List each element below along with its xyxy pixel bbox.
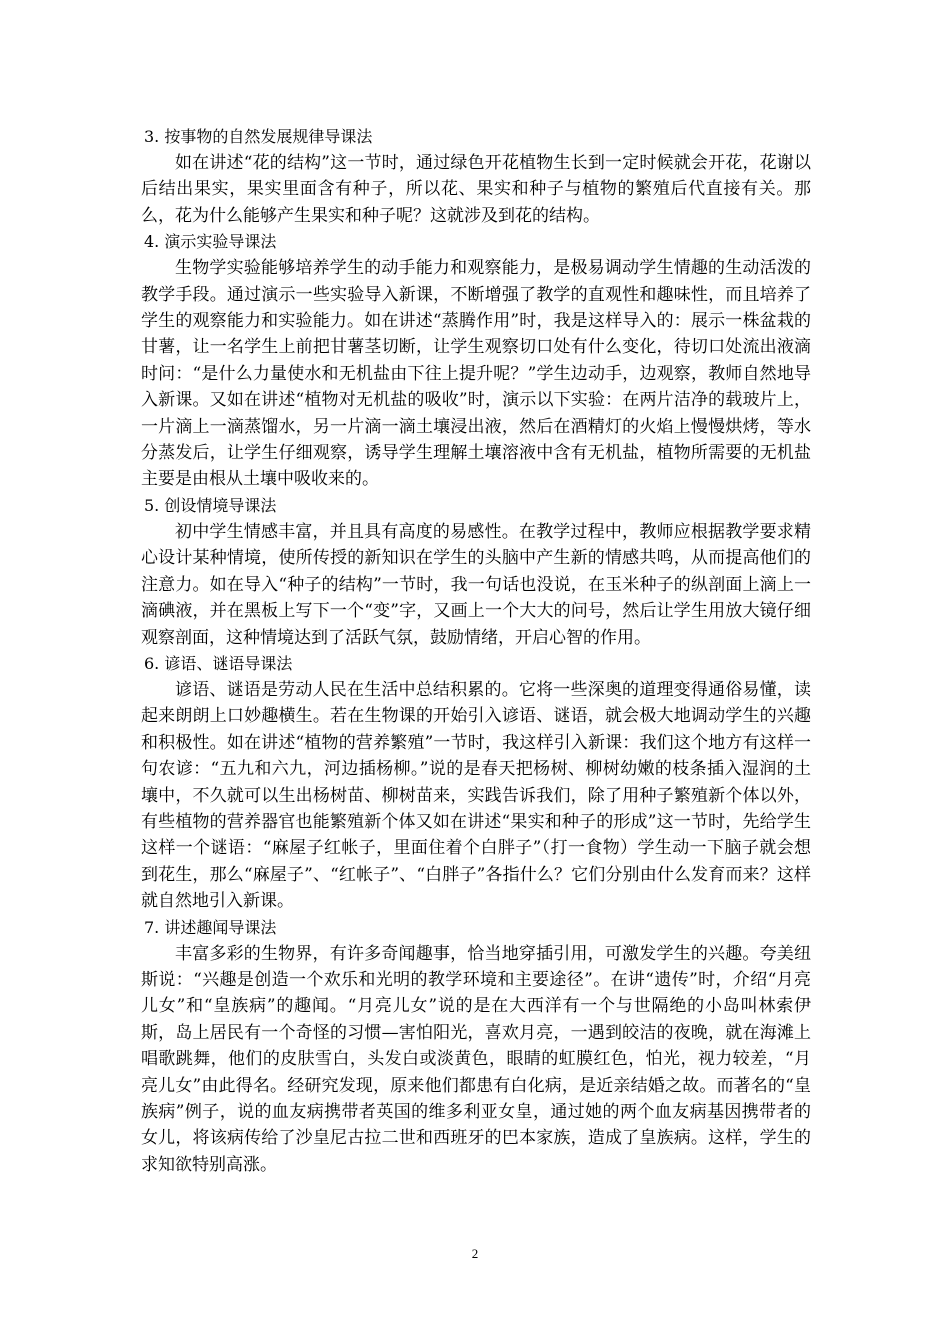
section-heading: 3. 按事物的自然发展规律导课法 [144, 127, 373, 146]
section-6 [141, 651, 811, 915]
section-paragraph: 谚语、谜语是劳动人民在生活中总结积累的。它将一些深奥的道理变得通俗易懂，读起来朗朗上口妙趣横生。若在生物课的开始引入谚语、谜语，就会极大地调动学生的兴趣和积极性。如在讲述“植物的营养繁殖”一节时，我这样引入新课：我们这个地方有这样一句农谚：“五九和六九，河边插杨柳。”说的是春天把杨树、柳树幼嫩的枝条插入湿润的土壤中，不久就可以生出杨树苗、柳树苗来，实践告诉我们，除了用种子繁殖新个体以外，有些植物的营养器官也能繁殖新个体又如在讲述“果实和种子的形成”这一节时，先给学生这样一个谜语：“麻屋子红帐子，里面住着个白胖子”（打一食物）学生动一下脑子就会想到花生，那么“麻屋子”、“红帐子”、“白胖子”各指什么？它们分别由什么发育而来？这样就自然地引入新课。 [141, 679, 811, 912]
section-5 [141, 493, 811, 651]
section-3 [141, 124, 811, 229]
section-paragraph: 如在讲述“花的结构”这一节时，通过绿色开花植物生长到一定时候就会开花，花谢以后结出果实，果实里面含有种子，所以花、果实和种子与植物的繁殖后代直接有关。那么，花为什么能够产生果实和种子呢？这就涉及到花的结构。 [141, 153, 811, 226]
page-number: 2 [471, 1246, 479, 1261]
section-heading: 6. 谚语、谜语导课法 [144, 653, 293, 673]
section-heading: 4. 演示实验导课法 [144, 232, 277, 252]
section-paragraph: 生物学实验能够培养学生的动手能力和观察能力，是极易调动学生情趣的生动活泼的教学手段。通过演示一些实验导入新课，不断增强了教学的直观性和趣味性，而且培养了学生的观察能力和实验能力。如在讲述“蒸腾作用”时，我是这样导入的：展示一株盆栽的甘薯，让一名学生上前把甘薯茎切断，让学生观察切口处有什么变化，待切口处流出液滴时问：“是什么力量使水和无机盐由下往上提升呢？”学生边动手，边观察，教师自然地导入新课。又如在讲述“植物对无机盐的吸收”时，演示以下实验：在两片洁净的载玻片上，一片滴上一滴蒸馏水，另一片滴一滴土壤浸出液，然后在酒精灯的火焰上慢慢烘烤，等水分蒸发后，让学生仔细观察，诱导学生理解土壤溶液中含有无机盐，植物所需要的无机盐主要是由根从土壤中吸收来的。 [141, 258, 811, 490]
section-heading: 5. 创设情境导课法 [144, 495, 277, 515]
section-paragraph: 初中学生情感丰富，并且具有高度的易感性。在教学过程中，教师应根据教学要求精心设计某种情境，使所传授的新知识在学生的头脑中产生新的情感共鸣，从而提高他们的注意力。如在导入“种子的结构”一节时，我一句话也没说，在玉米种子的纵剖面上滴上一滴碘液，并在黑板上写下一个“变”字，又画上一个大大的问号，然后让学生用放大镜仔细观察剖面，这种情境达到了活跃气氛，鼓励情绪，开启心智的作用。 [141, 521, 811, 648]
document-body [141, 124, 811, 1178]
section-4 [141, 229, 811, 493]
section-7 [141, 915, 811, 1179]
section-heading: 7. 讲述趣闻导课法 [144, 917, 277, 937]
section-paragraph: 丰富多彩的生物界，有许多奇闻趣事，恰当地穿插引用，可激发学生的兴趣。夸美纽斯说：“兴趣是创造一个欢乐和光明的教学环境和主要途径”。在讲“遗传”时，介绍“月亮儿女”和“皇族病”的趣闻。“月亮儿女”说的是在大西洋有一个与世隔绝的小岛叫林索伊斯，岛上居民有一个奇怪的习惯—害怕阳光，喜欢月亮，一遇到皎洁的夜晚，就在海滩上唱歌跳舞，他们的皮肤雪白，头发白或淡黄色，眼睛的虹膜红色，怕光，视力较差，“月亮儿女”由此得名。经研究发现，原来他们都患有白化病，是近亲结婚之故。而著名的“皇族病”例子，说的血友病携带者英国的维多利亚女皇，通过她的两个血友病基因携带者的女儿，将该病传给了沙皇尼古拉二世和西班牙的巴本家族，造成了皇族病。这样，学生的求知欲特别高涨。 [141, 943, 811, 1175]
